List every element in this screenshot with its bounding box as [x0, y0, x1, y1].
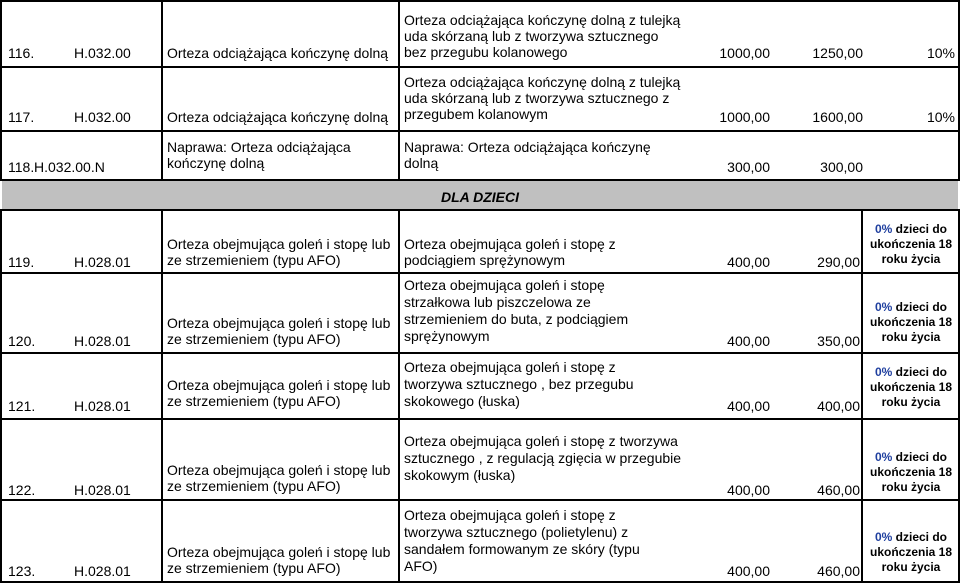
product-name: Naprawa: Orteza odciążająca kończynę dolną [167, 139, 351, 171]
col-divider [161, 0, 163, 181]
row-number: 120. [8, 333, 36, 349]
row-divider [0, 418, 960, 420]
copay-note [866, 450, 956, 495]
row-number: 118. [8, 159, 35, 175]
price: 1000,00 [719, 45, 770, 61]
copay: 10% [926, 109, 955, 125]
price: 400,00 [727, 563, 770, 579]
product-name: Orteza obejmująca goleń i stopę lub ze strzemieniem (typu AFO) [167, 544, 391, 576]
price: 400,00 [727, 254, 770, 270]
product-description: Orteza obejmująca goleń i stopę strzałkowa lub piszczelowa ze strzemieniem do buta, z podciągiem sprężynowym [404, 277, 629, 344]
copay-condition: dzieci do ukończenia 18 roku życia [869, 365, 953, 409]
copay-percent: 0% [874, 530, 893, 544]
col-divider [0, 209, 2, 583]
price: 400,00 [727, 398, 770, 414]
section-title: DLA DZIECI [440, 189, 520, 205]
product-code: H.028.01 [74, 333, 131, 349]
product-name: Orteza obejmująca goleń i stopę lub ze strzemieniem (typu AFO) [167, 315, 391, 347]
product-name: Orteza obejmująca goleń i stopę lub ze strzemieniem (typu AFO) [167, 462, 391, 494]
limit: 300,00 [820, 159, 863, 175]
price: 300,00 [727, 159, 770, 175]
copay-condition: dzieci do ukończenia 18 roku życia [869, 300, 953, 344]
copay: 10% [926, 45, 955, 61]
product-name: Orteza obejmująca goleń i stopę lub ze strzemieniem (typu AFO) [167, 236, 391, 268]
row-number: 116. [8, 45, 35, 61]
row-number: 121. [8, 398, 36, 414]
product-description: Naprawa: Orteza odciążająca kończynę dolną [404, 139, 651, 171]
limit: 290,00 [817, 254, 860, 270]
row-divider [0, 272, 960, 274]
limit: 1600,00 [812, 109, 863, 125]
col-divider [398, 209, 400, 583]
price: 400,00 [727, 482, 770, 498]
product-code: H.028.01 [74, 482, 131, 498]
row-divider [0, 130, 960, 132]
limit: 460,00 [817, 482, 860, 498]
copay-note [866, 530, 956, 575]
row-divider [0, 209, 960, 211]
limit: 350,00 [817, 333, 860, 349]
limit: 400,00 [817, 398, 860, 414]
product-description: Orteza obejmująca goleń i stopę z tworzywa sztucznego , z regulacją zgięcia w przegubie skokowym (łuska) [404, 433, 682, 483]
copay-condition: dzieci do ukończenia 18 roku życia [869, 450, 953, 494]
row-number: 117. [8, 109, 35, 125]
row-divider [0, 66, 960, 68]
product-description: Orteza obejmująca goleń i stopę z tworzywa sztucznego , bez przegubu skokowego (łuska) [404, 359, 634, 409]
copay-note [866, 222, 956, 267]
copay-note [866, 365, 956, 410]
row-divider [0, 352, 960, 354]
product-code: H.032.00.N [34, 159, 105, 175]
product-name: Orteza obejmująca goleń i stopę lub ze strzemieniem (typu AFO) [167, 377, 391, 409]
price: 1000,00 [719, 109, 770, 125]
row-divider [0, 0, 960, 2]
product-code: H.032.00 [74, 109, 131, 125]
product-description: Orteza odciążająca kończynę dolną z tulejką uda skórzaną lub z tworzywa sztucznego z przegubem kolanowym [404, 74, 681, 122]
product-code: H.032.00 [74, 45, 131, 61]
product-name: Orteza odciążająca kończynę dolną [167, 109, 389, 125]
copay-percent: 0% [874, 450, 893, 464]
row-divider [0, 499, 960, 501]
copay-condition: dzieci do ukończenia 18 roku życia [869, 222, 953, 266]
row-number: 122. [8, 482, 36, 498]
col-divider [0, 0, 2, 181]
copay-percent: 0% [874, 300, 893, 314]
price: 400,00 [727, 333, 770, 349]
copay-percent: 0% [874, 365, 893, 379]
product-name: Orteza odciążająca kończynę dolną [167, 45, 389, 61]
product-code: H.028.01 [74, 254, 131, 270]
limit: 1250,00 [812, 45, 863, 61]
product-description: Orteza obejmująca goleń i stopę z tworzywa sztucznego (polietylenu) z sandałem formowanym ze skóry (typu AFO) [404, 507, 640, 574]
row-number: 119. [8, 254, 35, 270]
product-code: H.028.01 [74, 398, 131, 414]
copay-note [866, 300, 956, 345]
product-code: H.028.01 [74, 563, 131, 579]
product-description: Orteza obejmująca goleń i stopę z podciągiem sprężynowym [404, 236, 616, 268]
col-divider [161, 209, 163, 583]
section-header [2, 181, 958, 209]
copay-percent: 0% [874, 222, 893, 236]
col-divider [398, 0, 400, 181]
row-number: 123. [8, 563, 36, 579]
col-divider [861, 209, 863, 583]
copay-condition: dzieci do ukończenia 18 roku życia [869, 530, 953, 574]
product-description: Orteza odciążająca kończynę dolną z tulejką uda skórzaną lub z tworzywa sztucznego bez przegubu kolanowego [404, 12, 681, 60]
limit: 460,00 [817, 563, 860, 579]
